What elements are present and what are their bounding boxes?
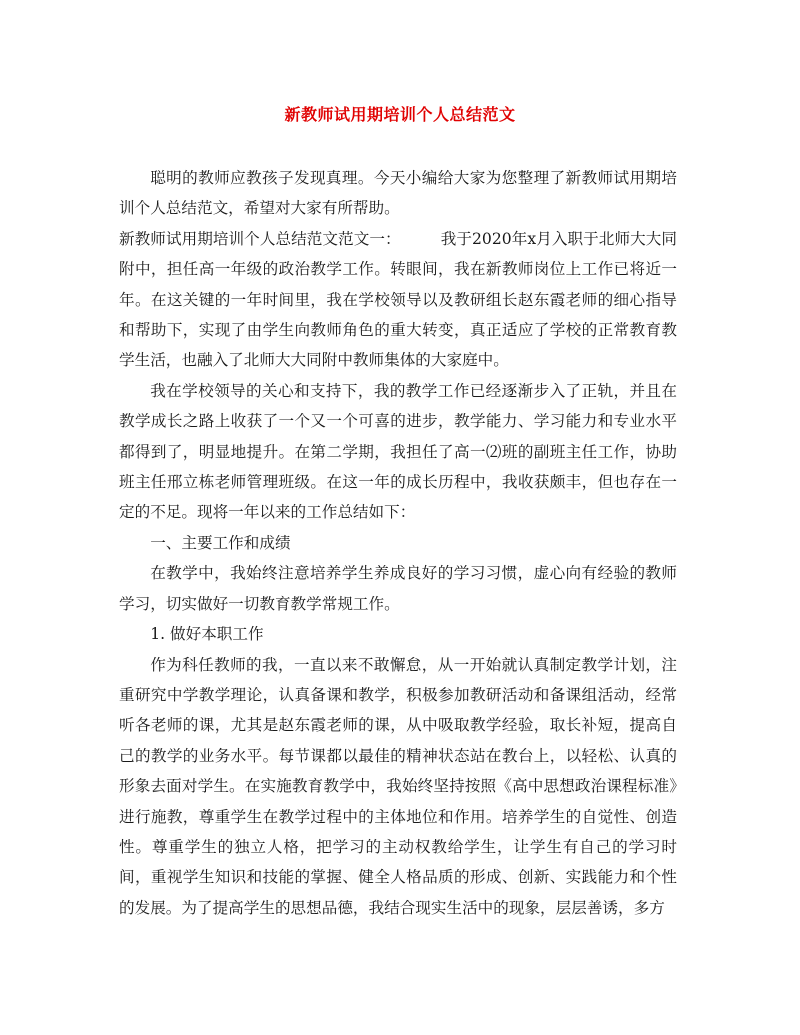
subsection-heading: 1. 做好本职工作 [150, 625, 264, 644]
body-paragraph: 作为科任教师的我，一直以来不敢懈怠，从一开始就认真制定教学计划，注重研究中学教学理论，认真备课和教学，积极参加教研活动和备课组活动，经常听各老师的课，尤其是赵东霞老师的课，从中吸取教学经验，取长补短，提高自己的教学的业务水平。每节课都以最佳的精神状态站在教台上，以轻松、认真的形象去面对学生。在实施教育教学中，我始终坚持按照《高中思想政治课程标准》进行施教，尊重学生在教学过程中的主体地位和作用。培养学生的自觉性、创造性。尊重学生的独立人格，把学习的主动权教给学生，让学生有自己的学习时间，重视学生知识和技能的掌握、健全人格品质的形成、创新、实践能力和个性的发展。为了提高学生的思想品德，我结合现实生活中的现象，层层善诱，多方 [119, 655, 677, 917]
document-body [119, 163, 677, 923]
body-paragraph: 我在学校领导的关心和支持下，我的教学工作已经逐渐步入了正轨，并且在教学成长之路上收获了一个又一个可喜的进步，教学能力、学习能力和专业水平都得到了，明显地提升。在第二学期，我担任了高一⑵班的副班主任工作，协助班主任邢立栋老师管理班级。在这一年的成长历程中，我收获颇丰，但也存在一定的不足。现将一年以来的工作总结如下： [119, 381, 677, 522]
section-heading: 一、主要工作和成绩 [150, 533, 291, 552]
essay-first-paragraph-text: 我于2020年x月入职于北师大大同附中，担任高一年级的政治教学工作。转眼间，我在新教师岗位上工作已将近一年。在这关键的一年时间里，我在学校领导以及教研组长赵东霞老师的细心指导和帮助下，实现了由学生向教师角色的重大转变，真正适应了学校的正常教育教学生活，也融入了北师大大同附中教师集体的大家庭中。 [119, 229, 677, 370]
essay-heading: 新教师试用期培训个人总结范文范文一： [119, 229, 401, 248]
intro-paragraph: 聪明的教师应教孩子发现真理。今天小编给大家为您整理了新教师试用期培训个人总结范文，希望对大家有所帮助。 [119, 169, 677, 218]
body-paragraph: 在教学中，我始终注意培养学生养成良好的学习习惯，虚心向有经验的教师学习，切实做好一切教育教学常规工作。 [119, 564, 677, 613]
essay-first-paragraph [119, 224, 677, 376]
document-title: 新教师试用期培训个人总结范文 [284, 105, 516, 124]
